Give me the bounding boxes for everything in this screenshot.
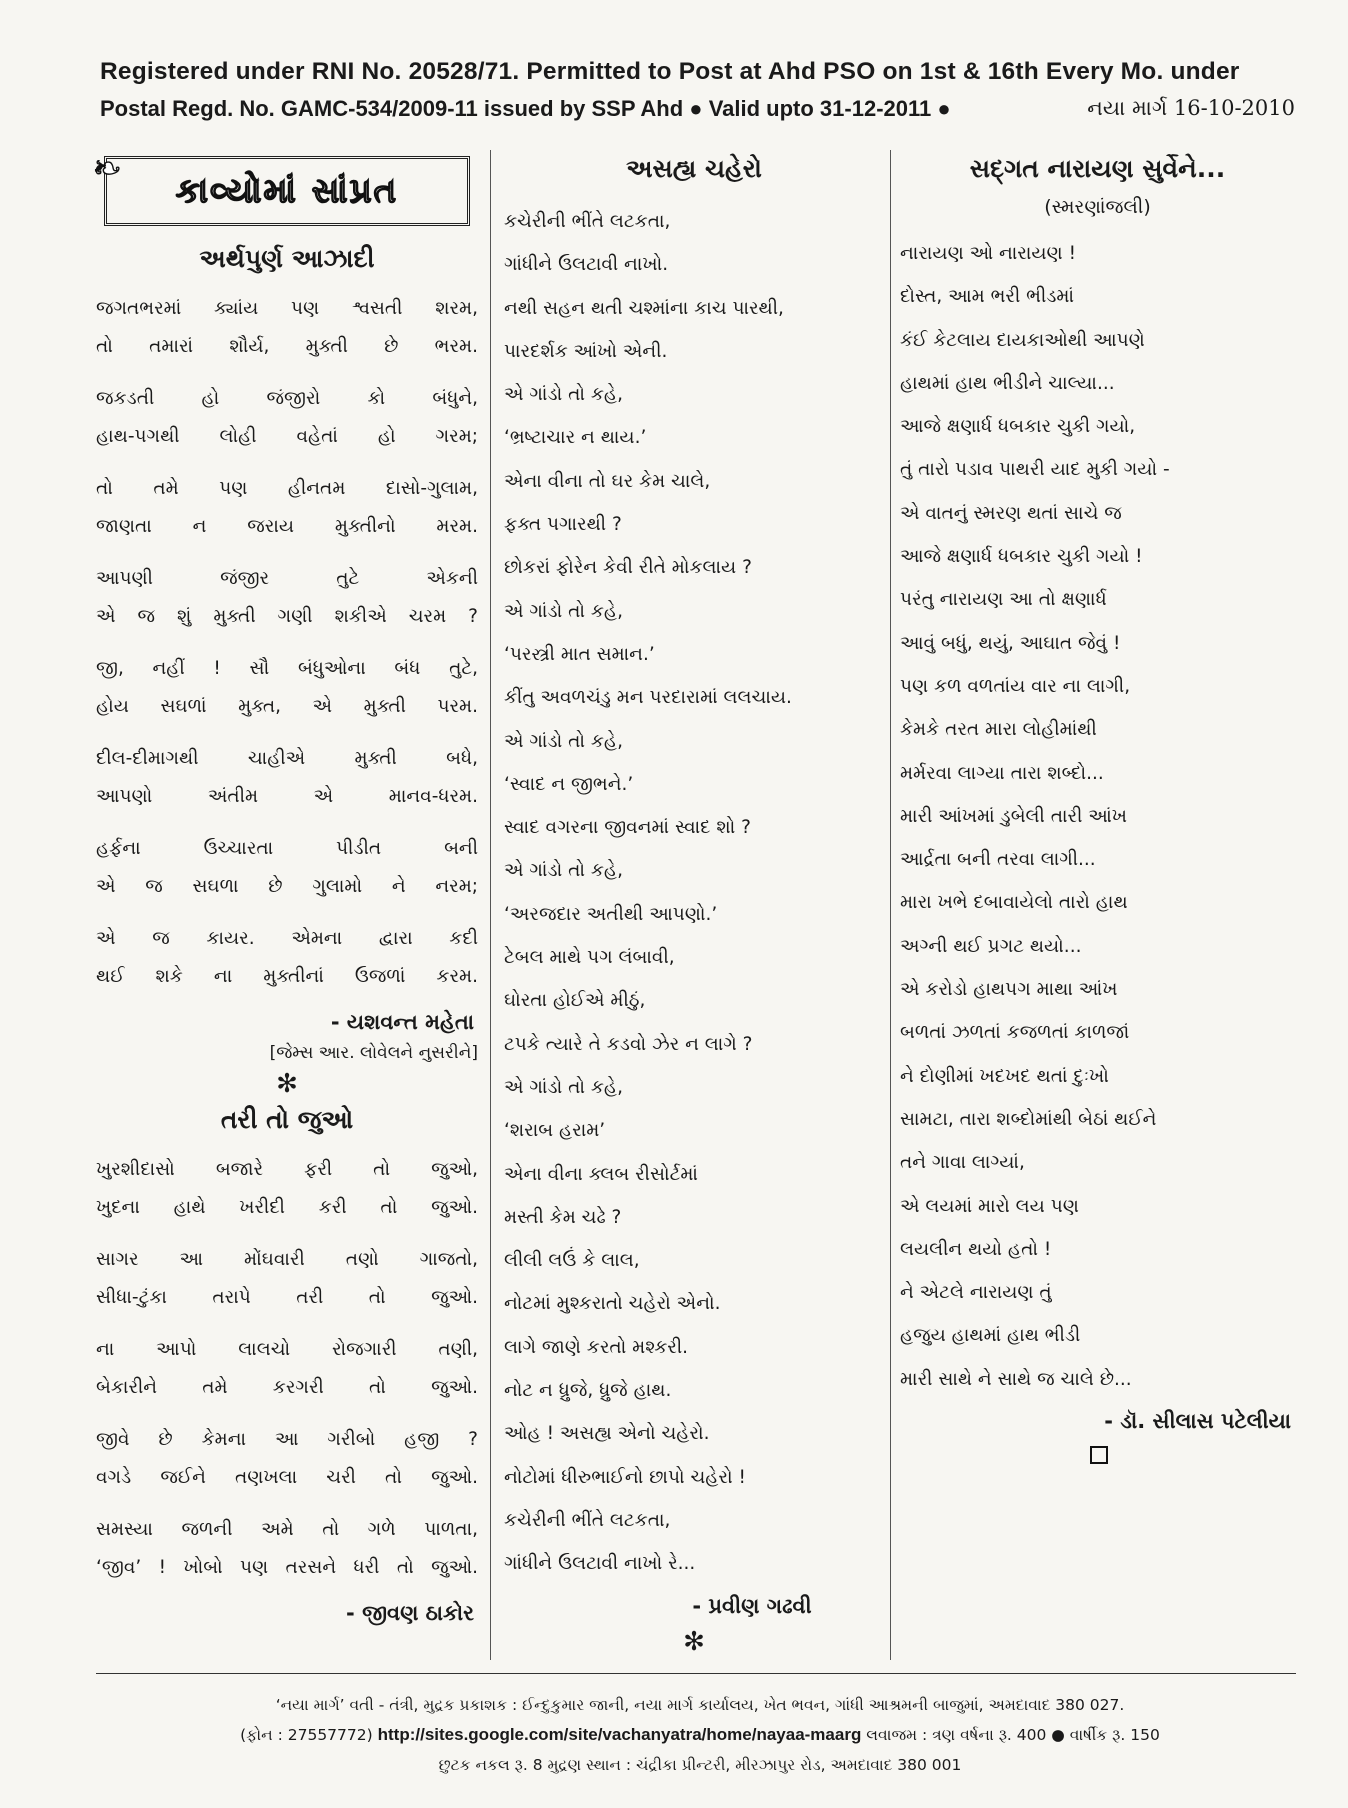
- poem-line: ઘોરતા હોઈએ મીઠું,: [504, 990, 646, 1012]
- poem-subtitle: (સ્મરણાંજલી): [1044, 196, 1151, 218]
- postal-header: [100, 58, 1300, 122]
- poem-line: પારદર્શક આંખો એની.: [504, 340, 668, 362]
- stanza: [96, 560, 478, 636]
- poem-line: આર્દ્રતા બની તરવા લાગી...: [900, 849, 1096, 871]
- poem-line: બળતાં ઝળતાં કજળતાં કાળજાં: [900, 1022, 1130, 1044]
- poem-line: તો તમે પણ હીનતમ દાસો-ગુલામ,: [96, 478, 478, 499]
- poem-line: એ જ શું મુક્તી ગણી શકીએ ચરમ ?: [96, 606, 478, 627]
- column-divider-2: [890, 150, 891, 1660]
- stanza: [96, 1151, 478, 1227]
- poem-line: ને એટલે નારાયણ તું: [900, 1282, 1052, 1304]
- poem-line: ‘ભ્રષ્ટાચાર ન થાય.’: [504, 427, 647, 449]
- poem-line: અગ્ની થઈ પ્રગટ થયો...: [900, 935, 1082, 957]
- postal-line: [100, 96, 1295, 122]
- contact-line: [100, 1720, 1300, 1750]
- imprint-footer: [100, 1690, 1300, 1780]
- poem-line: એ ગાંડો તો કહે,: [504, 730, 623, 752]
- poem-line: હાથ-પગથી લોહી વહેતાં હો ગરમ;: [96, 426, 478, 447]
- poem-line: નોટોમાં ધીરુભાઈનો છાપો ચહેરો !: [504, 1466, 746, 1488]
- poem-line: કચેરીની ભીંતે લટકતા,: [504, 211, 671, 232]
- poem-line: હાથમાં હાથ ભીડીને ચાલ્યા...: [900, 372, 1115, 394]
- poem-line: મસ્તી કેમ ચઢે ?: [504, 1206, 622, 1228]
- stanza: [96, 1331, 478, 1407]
- print-line: છુટક નકલ રૂ. 8 મુદ્રણ સ્થાન : ચંદ્રીકા પ્રીન્ટરી, મીરઝાપુર રોડ, અમદાવાદ 380 001: [438, 1756, 962, 1774]
- poem-body: [96, 290, 478, 996]
- poem-author: - યશવન્ત મહેતા: [330, 1010, 474, 1034]
- issue-date: નયા માર્ગ 16-10-2010: [1087, 96, 1295, 120]
- poem-line: ખુરશીદાસો બજારે ફરી તો જુઓ,: [96, 1159, 478, 1180]
- poem-line: ‘સ્વાદ ન જીભને.’: [504, 773, 634, 795]
- poem-line: ટેબલ માથે પગ લંબાવી,: [504, 947, 675, 969]
- poem-line: આપણી જંજીર તુટે એકની: [96, 568, 478, 589]
- column-middle: [504, 150, 884, 1663]
- stanza: [96, 1511, 478, 1587]
- poem-line: એના વીના તો ઘર કેમ ચાલે,: [504, 470, 711, 492]
- column-right: [900, 150, 1295, 1468]
- poem-line: આજે ક્ષણાર્ધ ધબકાર ચુકી ગયો,: [900, 416, 1136, 438]
- website-link[interactable]: http://sites.google.com/site/vachanyatra/home/nayaa-maarg: [377, 1725, 862, 1744]
- poem-line: એ ગાંડો તો કહે,: [504, 600, 623, 622]
- poem-line: એ વાતનું સ્મરણ થતાં સાચે જ: [900, 502, 1122, 524]
- asterism: ✻: [276, 1069, 298, 1099]
- poem-body: [900, 232, 1295, 1401]
- poem-line: થઈ શકે ના મુક્તીનાં ઉજળાં કરમ.: [96, 966, 478, 987]
- poem-line: એ ગાંડો તો કહે,: [504, 860, 623, 882]
- poem-line: ના આપો લાલચો રોજગારી તણી,: [96, 1339, 478, 1360]
- poem-line: ખુદના હાથે ખરીદી કરી તો જુઓ.: [96, 1197, 478, 1218]
- stanza: [96, 920, 478, 996]
- poem-line: પરંતુ નારાયણ આ તો ક્ષણાર્ધ: [900, 589, 1107, 611]
- poem-line: એ જ સઘળા છે ગુલામો ને નરમ;: [96, 876, 478, 897]
- poem-line: ઓહ ! અસહ્ય એનો ચહેરો.: [504, 1423, 710, 1445]
- stanza: [96, 740, 478, 816]
- poem-line: જીવે છે કેમના આ ગરીબો હજી ?: [96, 1429, 478, 1450]
- footer-rule: [96, 1673, 1296, 1674]
- poem-line: ફક્ત પગારથી ?: [504, 514, 622, 536]
- registration-line: Registered under RNI No. 20528/71. Permitted to Post at Ahd PSO on 1st & 16th Every Mo. under: [100, 58, 1240, 85]
- poem-line: આવું બધું, થયું, આઘાત જેવું !: [900, 632, 1121, 654]
- poem-line: આજે ક્ષણાર્ધ ધબકાર ચુકી ગયો !: [900, 546, 1143, 568]
- poem-title: અર્થપુર્ણ આઝાદી: [199, 244, 375, 273]
- poem-line: તને ગાવા લાગ્યાં,: [900, 1152, 1025, 1174]
- phone-text: (ફોન : 27557772): [240, 1726, 373, 1744]
- imprint-line: ‘નયા માર્ગ’ વતી - તંત્રી, મુદ્રક પ્રકાશક : ઈન્દુકુમાર જાની, નયા માર્ગ કાર્યાલય, ખેત ભવન, ગાંધી આશ્રમની બાજુમાં, અમદાવાદ 380 027.: [275, 1696, 1125, 1714]
- poem-line: એ ગાંડો તો કહે,: [504, 1076, 623, 1098]
- poem-line: નોટમાં મુશ્કરાતો ચહેરો એનો.: [504, 1293, 721, 1315]
- poem-line: ગાંધીને ઉલટાવી નાખો.: [504, 254, 669, 276]
- poem-line: જકડતી હો જંજીરો કો બંધુને,: [96, 388, 478, 409]
- poem-line: દોસ્ત, આમ ભરી ભીડમાં: [900, 286, 1075, 308]
- stanza: [96, 650, 478, 726]
- column-divider-1: [490, 150, 491, 1660]
- poem-line: નથી સહન થતી ચશ્માંના કાચ પારથી,: [504, 297, 784, 319]
- poem-line: છોકરાં ફોરેન કેવી રીતે મોકલાય ?: [504, 557, 752, 579]
- end-mark-icon: [1090, 1446, 1108, 1464]
- poem-line: સામટા, તારા શબ્દોમાંથી બેઠાં થઈને: [900, 1108, 1157, 1130]
- poem-author: - પ્રવીણ ગઢવી: [692, 1593, 812, 1618]
- poem-line: હજુય હાથમાં હાથ ભીડી: [900, 1325, 1081, 1347]
- poem-line: એ જ કાયર. એમના દ્વારા કદી: [96, 928, 478, 949]
- poem-line: ટપકે ત્યારે તે કડવો ઝેર ન લાગે ?: [504, 1033, 753, 1055]
- poem-line: લાગે જાણે કરતો મશ્કરી.: [504, 1336, 689, 1358]
- stanza: [96, 380, 478, 456]
- ornament-icon: ❧: [93, 149, 124, 189]
- poem-line: પણ કળ વળતાંય વાર ના લાગી,: [900, 675, 1131, 697]
- poem-line: કેમકે તરત મારા લોહીમાંથી: [900, 719, 1097, 741]
- poem-line: ‘શરાબ હરામ’: [504, 1120, 606, 1142]
- poem-line: સીધા-ટુંકા તરાપે તરી તો જુઓ.: [96, 1287, 478, 1308]
- poem-line: જગતભરમાં ક્યાંય પણ શ્વસતી શરમ,: [96, 298, 478, 319]
- poem-line: નારાયણ ઓ નારાયણ !: [900, 243, 1076, 264]
- poem-line: હર્ફના ઉચ્ચારતા પીડીત બની: [96, 838, 478, 859]
- poem-line: ‘જીવ’ ! ખોબો પણ તરસને ધરી તો જુઓ.: [96, 1557, 478, 1578]
- poem-line: સમસ્યા જળની અમે તો ગળે પાળતા,: [96, 1519, 478, 1540]
- poem-line: મારી આંખમાં ડુબેલી તારી આંખ: [900, 805, 1127, 827]
- poem-line: એ લયમાં મારો લય પણ: [900, 1195, 1079, 1217]
- poem-line: મર્મરવા લાગ્યા તારા શબ્દો...: [900, 762, 1104, 784]
- poem-line: વગડે જઈને તણખલા ચરી તો જુઓ.: [96, 1467, 478, 1488]
- stanza: [96, 290, 478, 366]
- postal-regd-text: Postal Regd. No. GAMC-534/2009-11 issued by SSP Ahd ● Valid upto 31-12-2011 ●: [100, 96, 951, 121]
- stanza: [96, 470, 478, 546]
- poem-title: તરી તો જુઓ: [220, 1105, 354, 1134]
- poem-line: લીલી લઉં કે લાલ,: [504, 1250, 640, 1272]
- poem-line: તો તમારાં શૌર્ય, મુક્તી છે ભરમ.: [96, 336, 478, 357]
- poem-line: કચેરીની ભીંતે લટકતા,: [504, 1509, 671, 1531]
- asterism: ✻: [683, 1626, 705, 1657]
- poem-line: ને દોણીમાં ખદખદ થતાં દુઃખો: [900, 1065, 1109, 1087]
- poem-line: ગાંધીને ઉલટાવી નાખો રે...: [504, 1553, 696, 1575]
- poem-line: સ્વાદ વગરના જીવનમાં સ્વાદ શો ?: [504, 817, 751, 839]
- poem-author: - ડૉ. સીલાસ પટેલીયા: [1104, 1409, 1291, 1434]
- poem-line: ‘અરજદાર અતીથી આપણો.’: [504, 903, 718, 925]
- poem-line: આપણો અંતીમ એ માનવ-ધરમ.: [96, 786, 478, 807]
- poem-line: નોટ ન ધ્રુજે, ધ્રુજે હાથ.: [504, 1380, 672, 1402]
- subscription-text: લવાજમ : ત્રણ વર્ષના રૂ. 400 ● વાર્ષીક રૂ. 150: [866, 1726, 1160, 1744]
- poem-note: [જેમ્સ આર. લોવેલને નુસરીને]: [269, 1043, 478, 1063]
- column-banner-title: કાવ્યોમાં સાંપ્રત: [175, 171, 399, 211]
- poem-line: એ ગાંડો તો કહે,: [504, 384, 623, 406]
- poem-line: જાણતા ન જરાય મુક્તીનો મરમ.: [96, 516, 478, 537]
- poem-title: અસહ્ય ચહેરો: [626, 154, 762, 183]
- column-banner: [93, 149, 470, 226]
- poem-body: [504, 200, 884, 1586]
- poem-title: સદ્‌ગત નારાયણ સુર્વેને...: [969, 154, 1226, 183]
- stanza: [96, 830, 478, 906]
- poem-line: એના વીના ક્લબ રીસોર્ટમાં: [504, 1163, 698, 1185]
- poem-line: મારા ખભે દબાવાયેલો તારો હાથ: [900, 892, 1128, 914]
- poem-line: દીલ-દીમાગથી ચાહીએ મુક્તી બધે,: [96, 748, 478, 769]
- poem-line: લયલીન થયો હતો !: [900, 1238, 1052, 1260]
- poem-line: કીંતુ અવળચંડુ મન પરદારામાં લલચાય.: [504, 687, 792, 709]
- poem-line: એ કરોડો હાથપગ માથા આંખ: [900, 979, 1118, 1001]
- poem-line: સાગર આ મોંઘવારી તણો ગાજતો,: [96, 1249, 478, 1270]
- poem-line: ‘પરસ્ત્રી માત સમાન.’: [504, 643, 655, 665]
- stanza: [96, 1241, 478, 1317]
- poem-body: [96, 1151, 478, 1587]
- poem-line: મારી સાથે ને સાથે જ ચાલે છે...: [900, 1368, 1132, 1390]
- poem-author: - જીવણ ઠાકોર: [346, 1601, 474, 1625]
- poem-line: જી, નહીં ! સૌ બંધુઓના બંધ તુટે,: [96, 658, 478, 679]
- column-left: [93, 149, 478, 1634]
- poem-line: બેકારીને તમે કરગરી તો જુઓ.: [96, 1377, 478, 1398]
- poem-line: હોય સઘળાં મુક્ત, એ મુક્તી પરમ.: [96, 696, 478, 717]
- poem-line: કંઈ કેટલાય દાયકાઓથી આપણે: [900, 329, 1145, 351]
- poem-line: તું તારો પડાવ પાથરી યાદ મુકી ગયો -: [900, 459, 1170, 481]
- stanza: [96, 1421, 478, 1497]
